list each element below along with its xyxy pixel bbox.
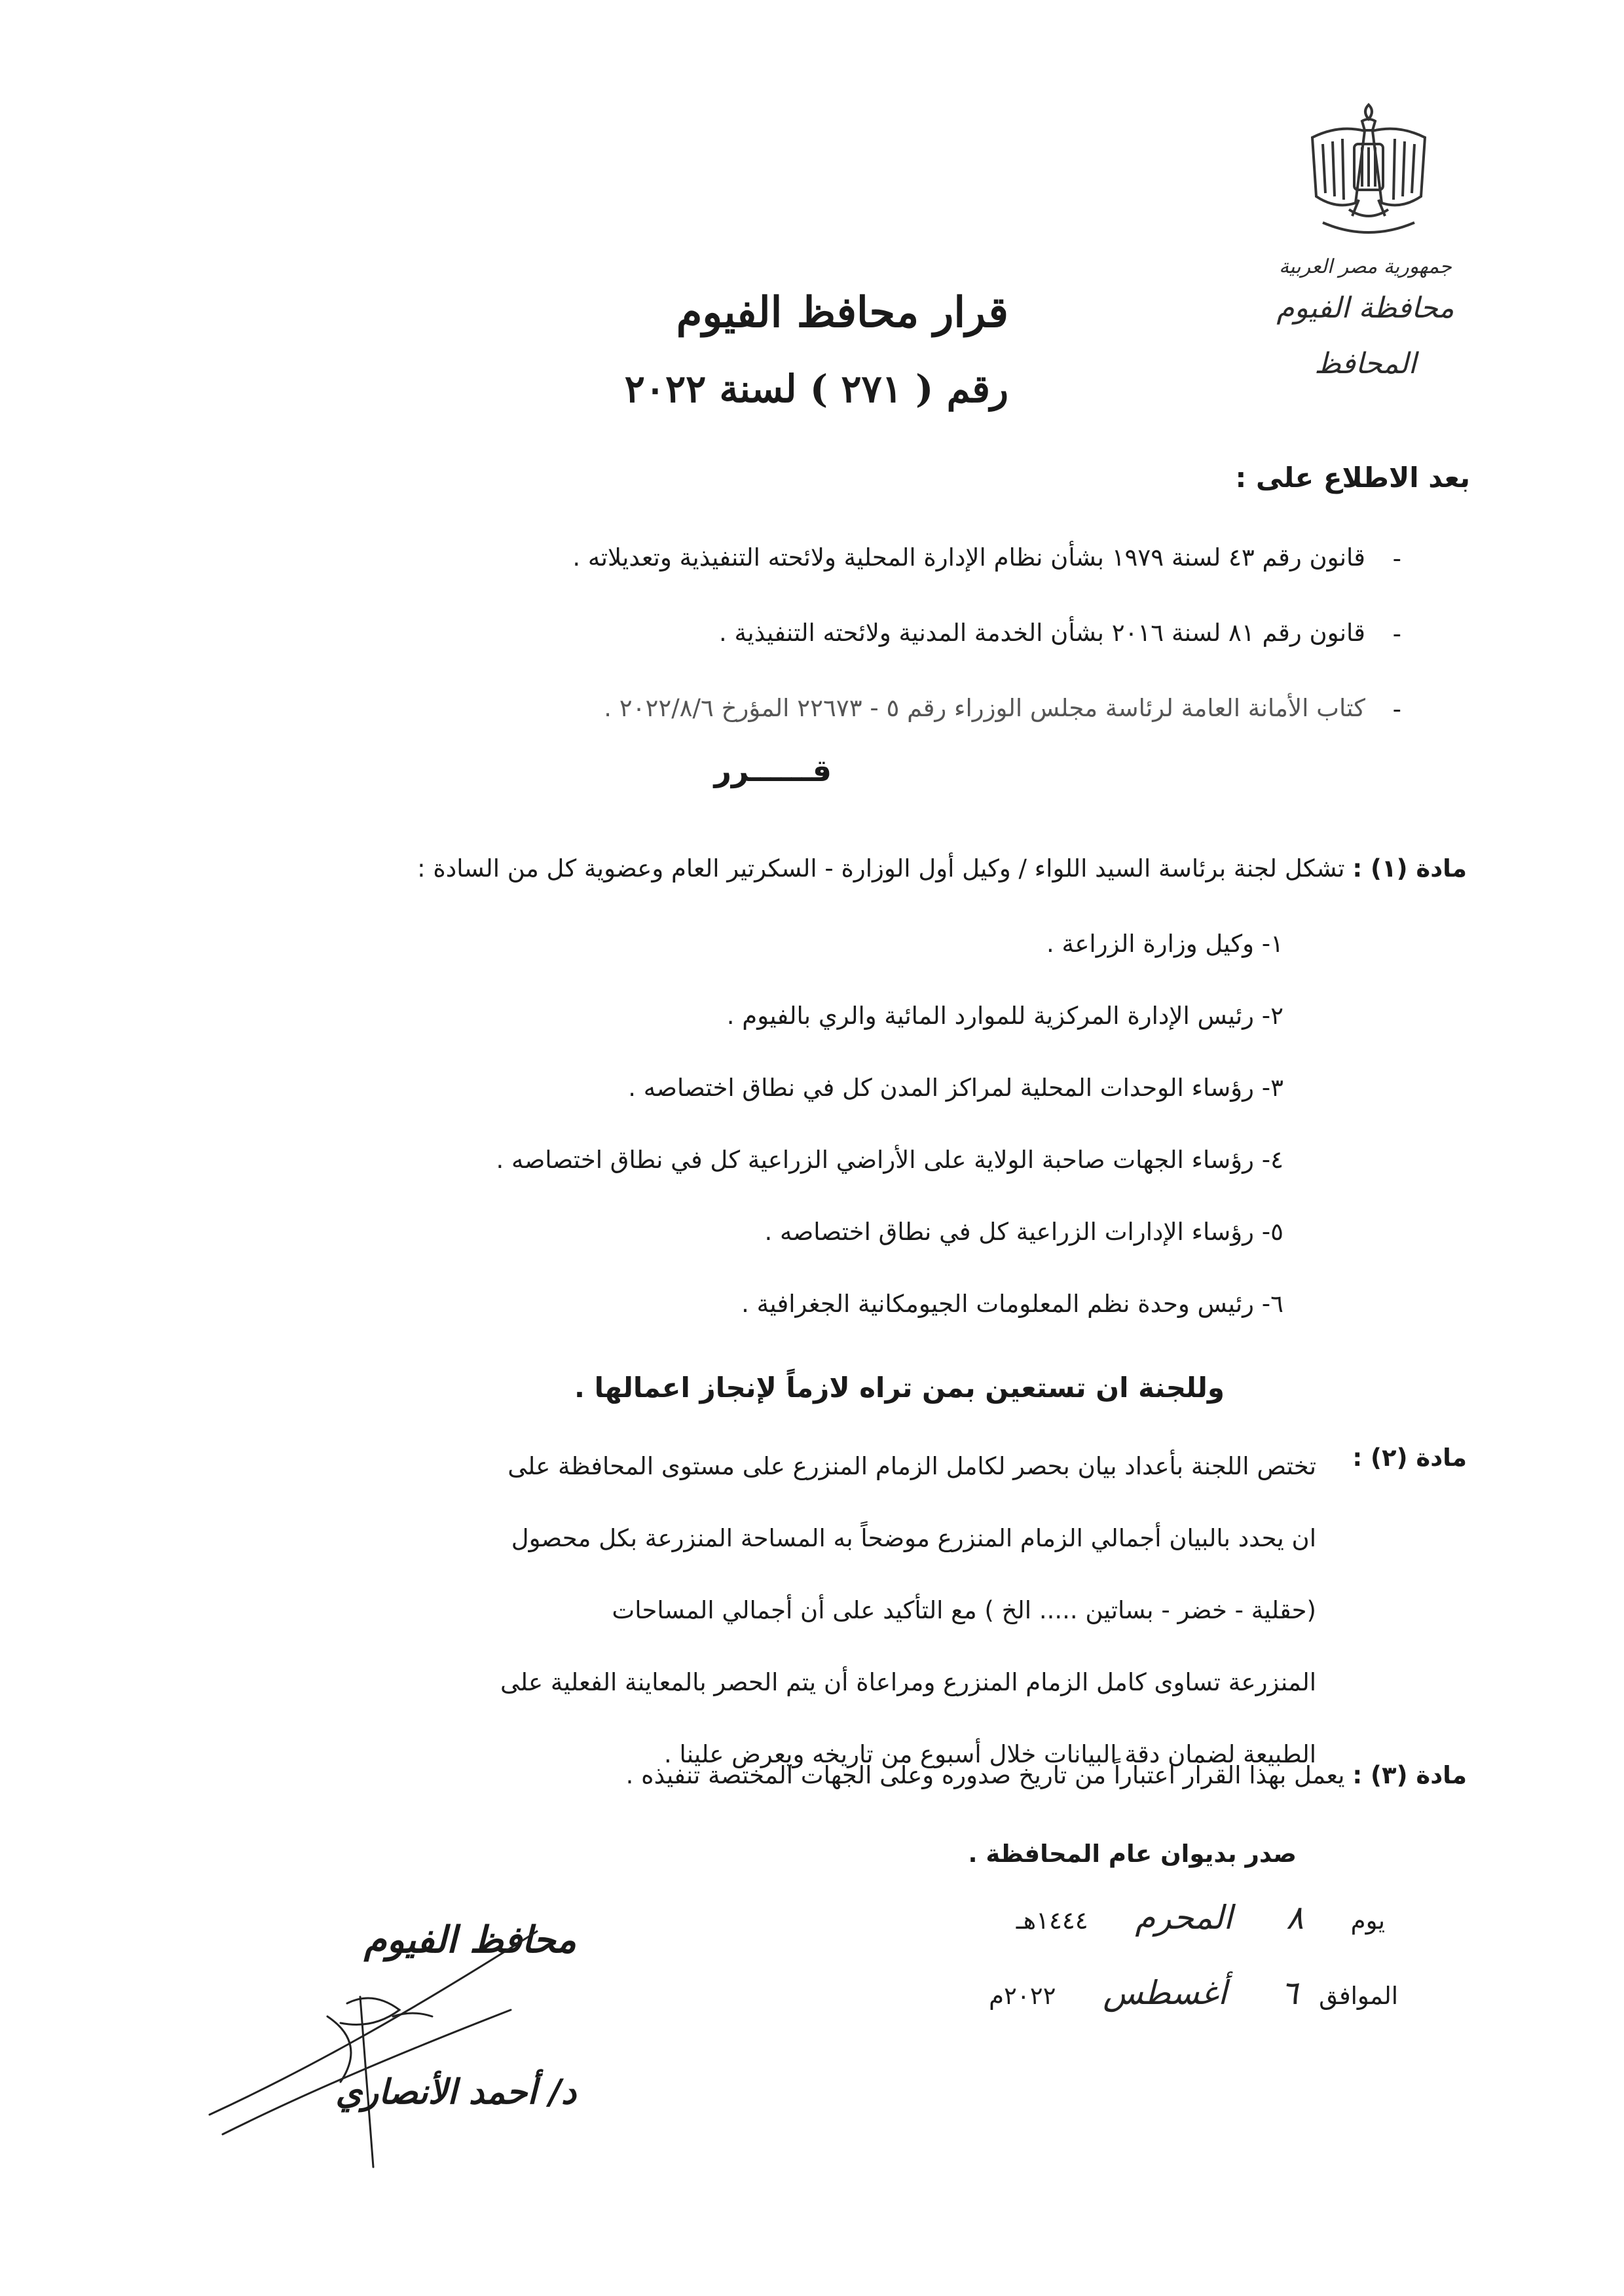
article-1-text: تشكل لجنة برئاسة السيد اللواء / وكيل أول الوزارة - السكرتير العام وعضوية كل من السادة : [417, 854, 1345, 883]
article-2-line: ان يحدد بالبيان أجمالي الزمام المنزرع موضحاً به المساحة المنزرعة بكل محصول [511, 1524, 1316, 1552]
member-item: ٥- رؤساء الإدارات الزراعية كل في نطاق اختصاصه . [764, 1218, 1283, 1246]
article-2-label: مادة (٢) : [1352, 1444, 1467, 1472]
member-item: ٦- رئيس وحدة نظم المعلومات الجيومكانية الجغرافية . [741, 1290, 1283, 1318]
handwritten-signature [196, 1918, 563, 2193]
signatory-title: محافظ الفيوم [363, 1918, 576, 1961]
day-label: يوم [1350, 1906, 1385, 1935]
member-item: ١- وكيل وزارة الزراعة . [1046, 930, 1283, 958]
article-2-line: المنزرعة تساوى كامل الزمام المنزرع ومراعاة أن يتم الحصر بالمعاينة الفعلية على [500, 1668, 1316, 1696]
signatory-name: د/ أحمد الأنصاري [335, 2072, 576, 2112]
preamble-item: قانون رقم ٨١ لسنة ٢٠١٦ بشأن الخدمة المدنية ولائحته التنفيذية . [718, 619, 1365, 647]
preamble-heading: بعد الاطلاع على : [1235, 462, 1470, 494]
article-1-label: مادة (١) : [1352, 854, 1467, 883]
article-2-line: تختص اللجنة بأعداد بيان بحصر لكامل الزمام المنزرع على مستوى المحافظة على [507, 1452, 1316, 1480]
hijri-date [822, 1899, 1385, 1937]
letterhead-office: المحافظ [1314, 347, 1416, 380]
article-1-note: وللجنة ان تستعين بمن تراه لازماً لإنجاز اعمالها . [574, 1372, 1225, 1404]
member-item: ٢- رئيس الإدارة المركزية للموارد المائية والري بالفيوم . [726, 1002, 1283, 1030]
article-1 [417, 854, 1467, 883]
greg-day: ٦ [1280, 1974, 1299, 2012]
article-2-body [295, 1430, 1316, 1791]
member-item: ٣- رؤساء الوحدات المحلية لمراكز المدن كل في نطاق اختصاصه . [628, 1074, 1283, 1102]
hijri-month: المحرم [1135, 1899, 1233, 1937]
decree-number: رقم ( ٢٧١ ) لسنة ٢٠٢٢ [624, 367, 1008, 411]
issued-at: صدر بديوان عام المحافظة . [968, 1840, 1297, 1868]
preamble-dash: - [1392, 545, 1401, 573]
article-2-line: (حقلية - خضر - بساتين ..... الخ ) مع التأكيد على أن أجمالي المساحات [612, 1596, 1316, 1624]
hijri-year: ١٤٤٤هـ [1016, 1906, 1088, 1935]
article-2-line: الطبيعة لضمان دقة البيانات خلال أسبوع من تاريخه ويعرض علينا . [663, 1740, 1316, 1768]
page-title: قرار محافظ الفيوم [676, 288, 1008, 337]
preamble-item: كتاب الأمانة العامة لرئاسة مجلس الوزراء رقم ٥ - ٢٢٦٧٣ المؤرخ ٢٠٢٢/٨/٦ . [604, 694, 1365, 722]
article-3-label: مادة (٣) : [1352, 1761, 1467, 1789]
hijri-day: ٨ [1286, 1899, 1304, 1937]
gregorian-date [809, 1974, 1398, 2012]
decision-heading: قــــــرر [714, 753, 832, 788]
preamble-dash: - [1392, 620, 1401, 648]
article-3-text: يعمل بهذا القرار اعتباراً من تاريخ صدوره وعلى الجهات المختصة تنفيذه . [625, 1761, 1345, 1789]
preamble-item: قانون رقم ٤٣ لسنة ١٩٧٩ بشأن نظام الإدارة المحلية ولائحته التنفيذية وتعديلاته . [572, 543, 1365, 572]
letterhead-governorate: محافظة الفيوم [1276, 291, 1454, 325]
member-item: ٤- رؤساء الجهات صاحبة الولاية على الأراضي الزراعية كل في نطاق اختصاصه . [496, 1146, 1283, 1174]
greg-month: أغسطس [1103, 1974, 1227, 2012]
article-3 [626, 1761, 1467, 1789]
greg-year: ٢٠٢٢م [989, 1982, 1056, 2010]
corresponding-label: الموافق [1319, 1982, 1398, 2010]
preamble-dash: - [1392, 695, 1401, 723]
eagle-emblem-icon [1297, 92, 1441, 262]
letterhead-country: جمهورية مصر العربية [1279, 255, 1452, 278]
